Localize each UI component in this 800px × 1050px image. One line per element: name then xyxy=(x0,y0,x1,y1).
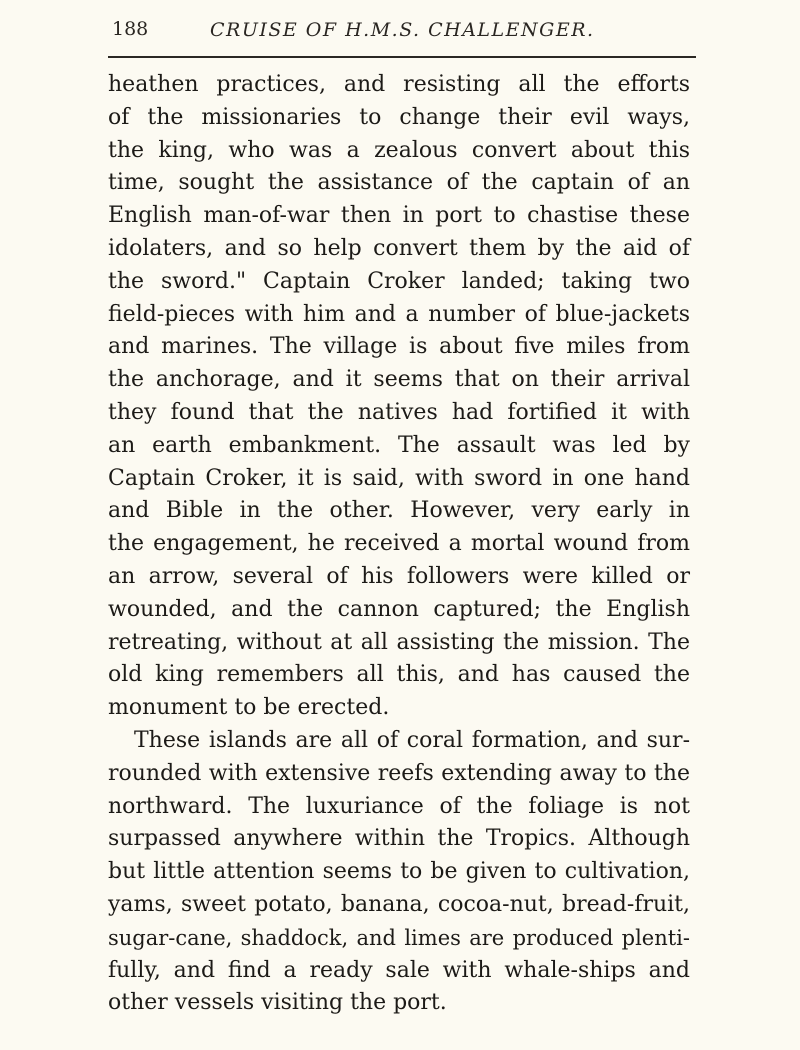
text-line: surpassed anywhere within the Tropics. Although xyxy=(108,826,690,852)
text-line: the anchorage, and it seems that on their arrival xyxy=(108,367,690,393)
text-line: the king, who was a zealous convert about this xyxy=(108,137,690,163)
text-line: an earth embankment. The assault was led by xyxy=(108,432,690,458)
text-line: fully, and find a ready sale with whale-ships and xyxy=(108,957,690,983)
text-line: they found that the natives had fortified it with xyxy=(108,399,690,425)
text-line: other vessels visiting the port. xyxy=(108,990,447,1016)
text-line: English man-of-war then in port to chastise these xyxy=(108,203,690,229)
paragraph-1 xyxy=(108,69,690,725)
text-line: wounded, and the cannon captured; the English xyxy=(108,596,690,622)
text-line: an arrow, several of his followers were killed or xyxy=(108,563,690,589)
text-line: yams, sweet potato, banana, cocoa-nut, bread-fruit, xyxy=(108,891,690,917)
text-line: time, sought the assistance of the captain of an xyxy=(108,170,690,196)
text-line: northward. The luxuriance of the foliage is not xyxy=(108,793,690,819)
text-line: Captain Croker, it is said, with sword in one hand xyxy=(108,465,690,491)
text-line: retreating, without at all assisting the mission. The xyxy=(108,629,690,655)
header-rule xyxy=(108,56,696,58)
text-line: sugar-cane, shaddock, and limes are produced plenti- xyxy=(108,925,690,950)
text-line: field-pieces with him and a number of blue-jackets xyxy=(108,301,690,327)
body-text xyxy=(108,69,690,1020)
text-line: heathen practices, and resisting all the efforts xyxy=(108,72,690,97)
text-line: and Bible in the other. However, very early in xyxy=(108,498,690,524)
text-line: monument to be erected. xyxy=(108,695,390,721)
text-line: the sword." Captain Croker landed; taking two xyxy=(108,268,690,294)
paragraph-2 xyxy=(108,725,690,1020)
running-head: CRUISE OF H.M.S. CHALLENGER. xyxy=(210,19,595,41)
text-line: These islands are all of coral formation, and sur- xyxy=(134,727,690,753)
text-line: old king remembers all this, and has caused the xyxy=(108,662,690,688)
text-line: but little attention seems to be given to cultivation, xyxy=(108,859,690,885)
text-line: idolaters, and so help convert them by the aid of xyxy=(108,235,690,261)
text-line: the engagement, he received a mortal wound from xyxy=(108,531,690,557)
page-number: 188 xyxy=(112,18,149,40)
text-line: and marines. The village is about five miles from xyxy=(108,334,690,360)
text-line: of the missionaries to change their evil ways, xyxy=(108,104,690,130)
text-line: rounded with extensive reefs extending away to the xyxy=(108,760,690,786)
